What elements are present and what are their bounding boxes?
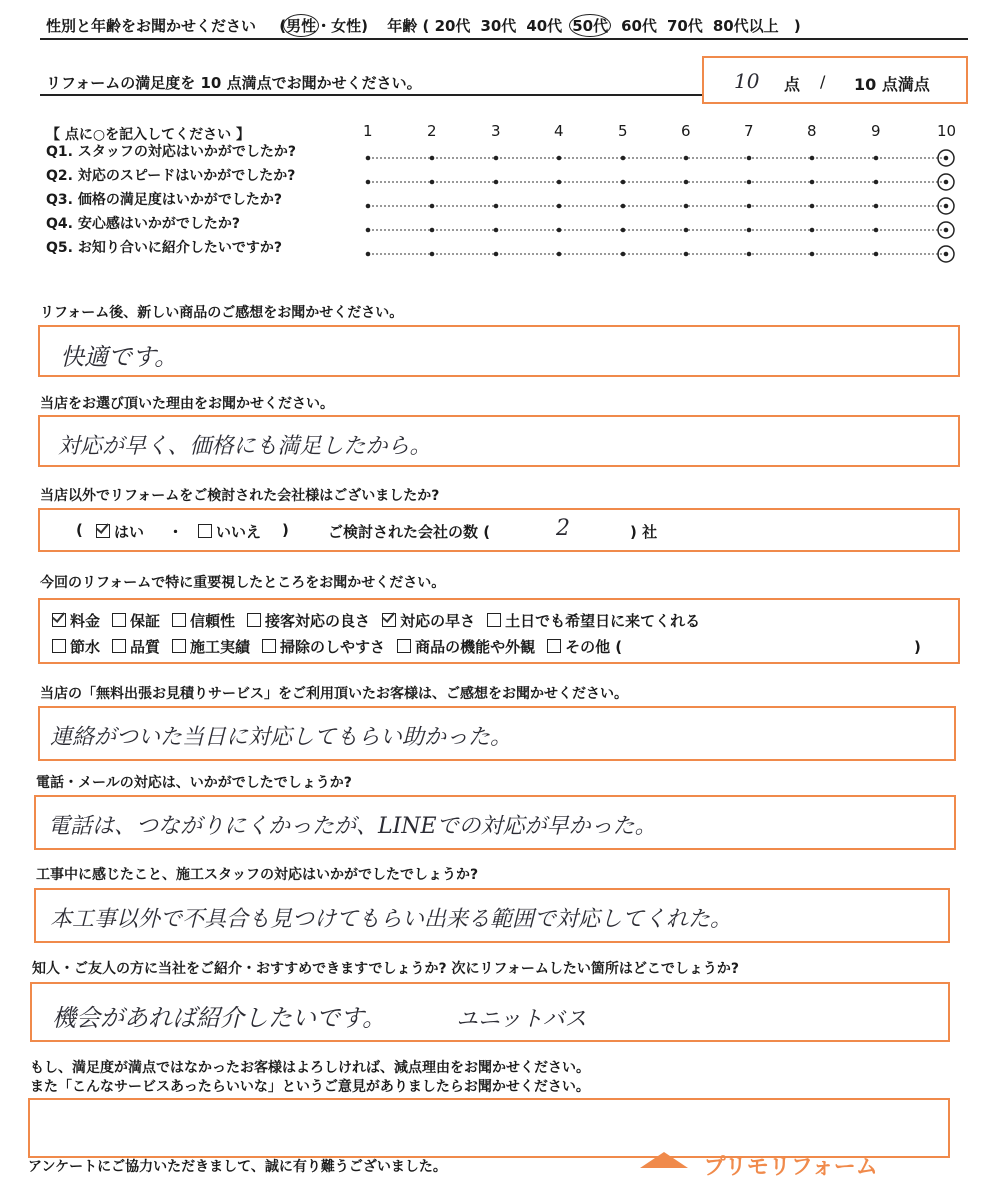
priority-checkbox[interactable] bbox=[487, 613, 501, 627]
company-logo bbox=[640, 1150, 940, 1180]
scale-tick-label: 10 bbox=[937, 122, 957, 140]
rating-dot-3-10 bbox=[944, 204, 949, 209]
age-option-2[interactable]: 40代 bbox=[526, 17, 563, 35]
rating-question-5: Q5. お知り合いに紹介したいですか? bbox=[46, 240, 282, 256]
satisfaction-label: リフォームの満足度を 10 点満点でお聞かせください。 bbox=[46, 74, 422, 92]
priority-checkbox[interactable] bbox=[247, 613, 261, 627]
rating-dot-3-8 bbox=[810, 204, 815, 209]
phone-label: 電話・メールの対応は、いかがでしたでしょうか? bbox=[36, 775, 352, 791]
company-count-label: ご検討された会社の数 ( bbox=[328, 523, 491, 541]
referral-label: 知人・ご友人の方に当社をご紹介・おすすめできますでしょうか? 次にリフォームしたい箇所はどこでしょうか? bbox=[32, 961, 739, 977]
rating-dot-1-5 bbox=[621, 156, 626, 161]
age-option-selected[interactable]: 50代 bbox=[569, 14, 611, 37]
priority-checkbox[interactable] bbox=[382, 613, 396, 627]
scale-tick-label: 1 bbox=[363, 122, 373, 140]
priority-option[interactable] bbox=[112, 612, 160, 630]
priority-option[interactable] bbox=[382, 612, 475, 630]
gender-age-row: 性別と年齢をお聞かせください (男性・女性) 年齢 ( 20代 30代 40代 50代 60代 70代 80代以上 ) bbox=[46, 14, 801, 37]
priority-option[interactable] bbox=[172, 612, 235, 630]
rating-question-2: Q2. 対応のスピードはいかがでしたか? bbox=[46, 168, 296, 184]
rating-dot-4-7 bbox=[747, 228, 752, 233]
scale-tick-label: 8 bbox=[807, 122, 817, 140]
rating-dot-5-10 bbox=[944, 252, 949, 257]
company-count[interactable]: 2 bbox=[556, 516, 570, 541]
rating-dot-1-7 bbox=[747, 156, 752, 161]
priority-label: 掃除のしやすさ bbox=[280, 638, 386, 656]
rating-dot-3-4 bbox=[557, 204, 562, 209]
referral-answer-box[interactable] bbox=[30, 982, 950, 1042]
priority-option[interactable] bbox=[247, 612, 370, 630]
reason-answer: 対応が早く、価格にも満足したから。 bbox=[58, 434, 432, 459]
male-option-circled[interactable]: 男性 bbox=[283, 14, 319, 37]
priorities-box: 料金 保証 信頼性 接客対応の良さ 対応の早さ 土日でも希望日に来てくれる 節水 品質 施工実績 掃除のしやすさ 商品の機能や外観 その他 ( ) bbox=[38, 598, 960, 664]
priority-checkbox[interactable] bbox=[52, 639, 66, 653]
rating-dot-4-2 bbox=[430, 228, 435, 233]
rating-dot-3-1 bbox=[366, 204, 371, 209]
scale-tick-label: 3 bbox=[491, 122, 501, 140]
priorities-row-1 bbox=[52, 610, 712, 631]
priority-label: 土日でも希望日に来てくれる bbox=[505, 612, 701, 630]
rating-dot-5-4 bbox=[557, 252, 562, 257]
priority-option[interactable] bbox=[52, 638, 100, 656]
rating-dot-5-1 bbox=[366, 252, 371, 257]
priority-checkbox[interactable] bbox=[262, 639, 276, 653]
rating-dot-1-1 bbox=[366, 156, 371, 161]
other-companies-label: 当店以外でリフォームをご検討された会社様はございましたか? bbox=[40, 488, 440, 504]
rating-dot-1-6 bbox=[684, 156, 689, 161]
priority-checkbox[interactable] bbox=[397, 639, 411, 653]
rating-dot-2-3 bbox=[494, 180, 499, 185]
priorities-row-2 bbox=[52, 636, 634, 657]
feedback-answer-box[interactable] bbox=[28, 1098, 950, 1158]
rating-dot-2-8 bbox=[810, 180, 815, 185]
construction-answer: 本工事以外で不具合も見つけてもらい出来る範囲で対応してくれた。 bbox=[50, 907, 733, 932]
impression-answer-box[interactable] bbox=[38, 325, 960, 377]
priority-label: 接客対応の良さ bbox=[265, 612, 371, 630]
scale-tick-label: 6 bbox=[681, 122, 691, 140]
construction-label: 工事中に感じたこと、施工スタッフの対応はいかがでしたでしょうか? bbox=[36, 867, 479, 883]
rating-dot-1-2 bbox=[430, 156, 435, 161]
priorities-label: 今回のリフォームで特に重要視したところをお聞かせください。 bbox=[40, 575, 446, 591]
satisfaction-max: 10 点満点 bbox=[854, 75, 930, 94]
priority-checkbox[interactable] bbox=[172, 613, 186, 627]
rating-question-1: Q1. スタッフの対応はいかがでしたか? bbox=[46, 144, 296, 160]
rating-dot-4-3 bbox=[494, 228, 499, 233]
scale-tick-label: 4 bbox=[554, 122, 564, 140]
age-option-1[interactable]: 30代 bbox=[480, 17, 517, 35]
rating-instruction: 【 点に○を記入してください 】 bbox=[46, 127, 250, 143]
rating-dot-5-9 bbox=[874, 252, 879, 257]
yes-option[interactable]: はい bbox=[96, 521, 144, 542]
referral-answer: 機会があれば紹介したいです。 bbox=[52, 1004, 387, 1032]
priority-label: 保証 bbox=[130, 612, 161, 630]
rating-dot-3-6 bbox=[684, 204, 689, 209]
rating-dot-4-10 bbox=[944, 228, 949, 233]
rating-dot-1-3 bbox=[494, 156, 499, 161]
rating-dot-3-7 bbox=[747, 204, 752, 209]
priority-label: その他 ( bbox=[565, 638, 623, 656]
rating-dot-3-2 bbox=[430, 204, 435, 209]
rating-dot-5-8 bbox=[810, 252, 815, 257]
priority-checkbox[interactable] bbox=[172, 639, 186, 653]
priority-option[interactable] bbox=[52, 612, 100, 630]
rating-dot-1-4 bbox=[557, 156, 562, 161]
age-option-6[interactable]: 80代以上 bbox=[712, 17, 779, 35]
scale-tick-label: 9 bbox=[871, 122, 881, 140]
scale-tick-label: 2 bbox=[427, 122, 437, 140]
impression-answer: 快適です。 bbox=[60, 343, 179, 371]
rating-dot-4-6 bbox=[684, 228, 689, 233]
priority-checkbox[interactable] bbox=[112, 639, 126, 653]
impression-label: リフォーム後、新しい商品のご感想をお聞かせください。 bbox=[40, 305, 404, 321]
rating-dot-2-2 bbox=[430, 180, 435, 185]
female-option[interactable]: 女性 bbox=[331, 17, 362, 35]
rating-dot-4-9 bbox=[874, 228, 879, 233]
rating-dot-5-6 bbox=[684, 252, 689, 257]
rating-lines bbox=[0, 0, 1000, 300]
priority-label: 品質 bbox=[130, 638, 161, 656]
footer-thanks: アンケートにご協力いただきまして、誠に有り難うございました。 bbox=[28, 1159, 447, 1175]
phone-answer: 電話は、つながりにくかったが、LINEでの対応が早かった。 bbox=[48, 814, 657, 839]
scale-tick-label: 7 bbox=[744, 122, 754, 140]
rating-dot-2-9 bbox=[874, 180, 879, 185]
reason-label: 当店をお選び頂いた理由をお聞かせください。 bbox=[40, 396, 334, 412]
rating-dot-4-5 bbox=[621, 228, 626, 233]
yes-checkbox[interactable] bbox=[96, 524, 110, 538]
construction-answer-box[interactable] bbox=[34, 888, 950, 943]
next-place-answer: ユニットバス bbox=[456, 1007, 587, 1032]
rating-dot-2-7 bbox=[747, 180, 752, 185]
no-checkbox[interactable] bbox=[198, 524, 212, 538]
priority-option[interactable] bbox=[397, 638, 535, 656]
rating-question-4: Q4. 安心感はいかがでしたか? bbox=[46, 216, 240, 232]
age-label: 年齢 ( bbox=[387, 17, 430, 35]
priority-label: 節水 bbox=[70, 638, 101, 656]
estimate-answer: 連絡がついた当日に対応してもらい助かった。 bbox=[50, 725, 513, 750]
priority-option[interactable] bbox=[172, 638, 250, 656]
priority-option[interactable] bbox=[112, 638, 160, 656]
rating-dot-2-4 bbox=[557, 180, 562, 185]
estimate-answer-box[interactable] bbox=[38, 706, 956, 761]
feedback-label-line2: また「こんなサービスあったらいいな」というご意見がありましたらお聞かせください。 bbox=[30, 1079, 590, 1095]
house-icon bbox=[640, 1152, 688, 1168]
rating-dot-5-2 bbox=[430, 252, 435, 257]
priority-label: 商品の機能や外観 bbox=[415, 638, 536, 656]
priority-checkbox[interactable] bbox=[52, 613, 66, 627]
estimate-label: 当店の「無料出張お見積りサービス」をご利用頂いたお客様は、ご感想をお聞かせください。 bbox=[40, 686, 628, 702]
rating-question-3: Q3. 価格の満足度はいかがでしたか? bbox=[46, 192, 282, 208]
rating-dot-2-1 bbox=[366, 180, 371, 185]
rating-dot-1-8 bbox=[810, 156, 815, 161]
feedback-label-line1: もし、満足度が満点ではなかったお客様はよろしければ、減点理由をお聞かせください。 bbox=[30, 1060, 590, 1076]
rating-dot-2-6 bbox=[684, 180, 689, 185]
priority-option[interactable] bbox=[262, 638, 385, 656]
rating-dot-2-10 bbox=[944, 180, 949, 185]
satisfaction-score-box[interactable]: 10 点 / 10 点満点 bbox=[702, 56, 968, 104]
priority-checkbox[interactable] bbox=[112, 613, 126, 627]
priority-option[interactable] bbox=[487, 612, 700, 630]
priority-checkbox[interactable] bbox=[547, 639, 561, 653]
gender-label: 性別と年齢をお聞かせください bbox=[46, 17, 257, 35]
age-option-5[interactable]: 70代 bbox=[666, 17, 703, 35]
priority-option[interactable] bbox=[547, 638, 622, 656]
rating-dot-5-5 bbox=[621, 252, 626, 257]
rating-dot-4-4 bbox=[557, 228, 562, 233]
rating-dot-2-5 bbox=[621, 180, 626, 185]
scale-tick-label: 5 bbox=[618, 122, 628, 140]
rating-dot-5-7 bbox=[747, 252, 752, 257]
logo-text: プリモリフォーム bbox=[703, 1155, 878, 1180]
rating-dot-3-3 bbox=[494, 204, 499, 209]
rating-dot-1-10 bbox=[944, 156, 949, 161]
rating-dot-5-3 bbox=[494, 252, 499, 257]
rating-dot-3-9 bbox=[874, 204, 879, 209]
rating-dot-4-8 bbox=[810, 228, 815, 233]
priority-label: 信頼性 bbox=[190, 612, 236, 630]
priority-label: 施工実績 bbox=[190, 638, 251, 656]
rating-dot-4-1 bbox=[366, 228, 371, 233]
age-option-4[interactable]: 60代 bbox=[621, 17, 657, 35]
satisfaction-score: 10 bbox=[734, 69, 760, 93]
phone-answer-box[interactable] bbox=[34, 795, 956, 850]
rating-dot-1-9 bbox=[874, 156, 879, 161]
age-option-0[interactable]: 20代 bbox=[434, 17, 471, 35]
priority-label: 対応の早さ bbox=[400, 612, 476, 630]
no-option[interactable]: いいえ bbox=[198, 521, 261, 542]
rating-dot-3-5 bbox=[621, 204, 626, 209]
reason-answer-box[interactable] bbox=[38, 415, 960, 467]
other-companies-box: ( はい ・ いいえ ) ご検討された会社の数 ( 2 ) 社 bbox=[38, 508, 960, 552]
priority-label: 料金 bbox=[70, 612, 101, 630]
